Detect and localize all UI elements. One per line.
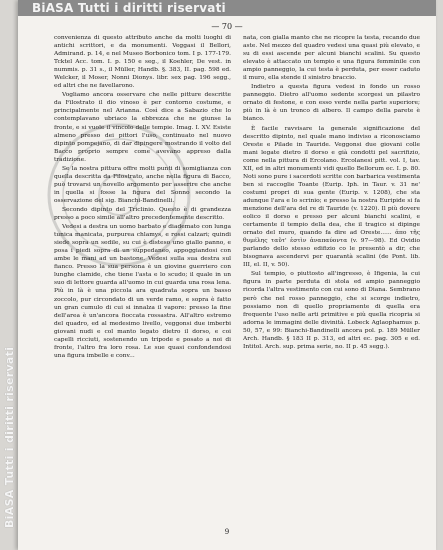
paragraph: Vogliamo ancora osservare che nelle pitture descritte da Filostrato il dio vinoso è per contorno costume, e principalmente nel Arianna. Così dice a Sabazio che lo contemplavano ubriaco la ebbrezza che ne giunse la fronte, e si vuole il vincolo delle tempie. Imag. I. XV. Esiste almeno presso dei pittori l'uso, continuato nel nuovo dipinto pompejano, di dar dipingere mostrando il volto del Bacco proprio sempre come avevano appreso dalla tradizione. (54, 92, 231, 163)
document-page (18, 0, 436, 550)
paragraph: È facile ravvisare la generale significazione del descritto dipinto, nel quale mano indiviso a riconosciamo Oreste e Pilade in Tauride. Veggonsi due giovani colle mani legate dietro il dorso e già condotti pel sacrifizio, come nella pittura di Ercolano. Ercolanesi pitt. vol. I, tav. XII, ed in altri monumenti vidi quello Bellorum ec. I. p. 80. Noti sono pure i sacerdoti scritte con barbarica vestimenta ben si raccoglie Toante (Eurip. Iph. in Taur. v. 31 ne' costumi propri di sua gente (Eurip. v. 1208), che sta adunque l'ara e lo scrinio; e presso la nostra Euripide si fa menzione dell'ara del re di Tauride (v. 1220). Il più dovere eolico il dorso e presso per alcuni bianchi scalini, e certamente il tempio della dea, che il tragico si dipinge ornato del muro, quando fa dire ad Oreste...... ἀπο τῆς θυμέλης ταῦτ' ἐστὶν ἀναπαύοντα (v. 97—98). Ed Ovidio parlando dello stesso edifizio co le presentò a dir, che bisognava ascendervi per quarantà scalini (de Pont. lib. III, el. II, v. 50). (243, 125, 420, 269)
paragraph: Se la nostra pittura offre molti punti di somiglianza con quella descritta da Filostrato, anche nella figura di Bacco, può trovarsi un novello argomento per asserire che anche in quella si fosse la figura del Sonno secondo la osservazione del sig. Bianchi-Bandinelli. (54, 165, 231, 204)
text-columns (54, 34, 420, 510)
signature-mark: 9 (224, 528, 230, 536)
watermark-side-text: BiASA Tutti i diritti riservati (3, 346, 16, 528)
watermark-top-text: BiASA Tutti i diritti riservati (32, 1, 226, 15)
paragraph: convenienza di questo attributo anche da molti luoghi di antichi scrittori, e da monumenti. Veggasi il Bellori, Admirand. p. 14, e nel Museo Borbonico tom. I p. 177-179. Tcktel Acc. tom. I. p. 150 e seg., il Koehler, De vest. in nummis. p. 31 s., il Müller, Handb. §. 383, II. pag. 598 ed. Welcker, il Moser, Nonni Dionys. libr. sex pag. 196 segg., ed altri che ne favellarono. (54, 35, 231, 90)
paragraph: Indietro a questa figura vedesi in fondo un rosso panneggio. Dietro all'uomo sedente scorgesi un pilastro ornato di festone, e con esso verde nella parte superiore; più in là è un tronco di albero. Il campo della parete è bianco. (243, 84, 420, 123)
right-column (243, 34, 420, 510)
paragraph: Vedesi a destra un uomo barbato e diademato con lunga tunica manicata, purpurea chlamys, e rossi calzari; quindi siede sopra un sedile, su cui è disteso uno giallo panno, e posa i piedi sopra di un suppedaneo, appoggiandosi con ambe le mani ad un bastone. Vedesi sulla sua destra sul fianco. Presso la sua persona è un giovine guerriero con lunghe clamide, che tiene l'asta e lo scudo; il quale in un suo di lettore guarda all'uomo in cui guarda una rosa lena. Più in là è una piccola ara quadrata sopra un basso zoccolo, pur circondato di un verde ramo, e sopra è fatto un gran cumulo di cui si innalza il vapore: presso la fine dell'area è un'ancora fioccata rossastra. All'altro estremo del quadro, ed al medesimo livello, veggonsi due imberbi giovani nudi e col manto legato dietro il dorso, e coi capelli ricciuti, sostenendo un tripode e posato a noi di fronte, l'altro fra loro rosa. Le sue quasi confondendosi una figura imbelle e conv... (54, 224, 231, 359)
page-number: — 70 — (211, 22, 243, 31)
paragraph: nata, con gialla manto che ne ricopre la testa, recando due aste. Nel mezzo del quadro vedesi una quasi più elevato, e su di essi ascende per alcuni bianchi scalini. Su questo elevato è attaccato un tempio e una figura femminile con ampio panneggio, la cui testa è perduta, per esser caduto il muro, ella stende il sinistro braccio. (243, 35, 420, 82)
left-column (54, 34, 231, 510)
paragraph: Secondo dipinto del Triclinio. Questo è di grandezza presso a poco simile all'altro precedentemente descritto. (54, 206, 231, 222)
paragraph: Sul tempio, o piuttosto all'ingresso, è Ifigenia, la cui figura in parte perduta di stola ed ampio panneggio ricorda l'altra vestimento con cui sono di Diana. Sembrano però che nel rosso panneggio, che si scorge indietro, possiamo non di quello propriamente di quella era frequente l'uso nelle arti primitive e più quella ricopria si adorna le immagini delle divinità. Lobeck Aglaophamus p. 50, 57, e 99: Bianchi-Bandinelli ancora pol. p. 189 Müller Arch. Handb. § 183 II p. 313, ed altri ec. pag. 305 e ed. Intitol. Arch. sup. prima serie, no. II p. 45 segg.). (243, 271, 420, 350)
watermark-banner (18, 0, 436, 16)
